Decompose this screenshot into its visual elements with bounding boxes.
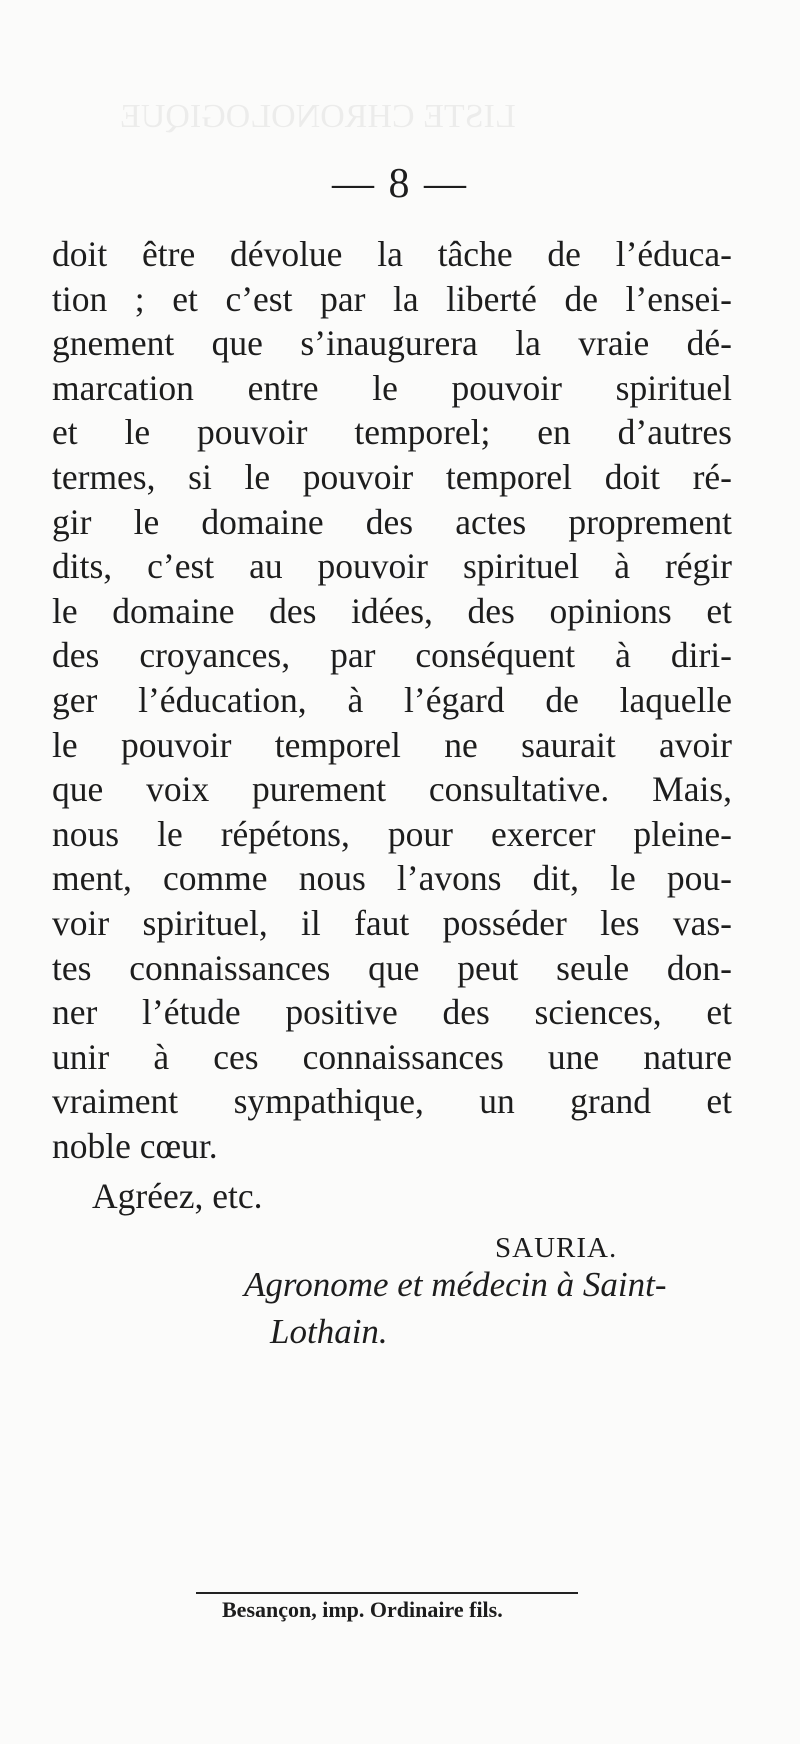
text-line: le domaine des idées, des opinions et: [52, 590, 732, 631]
signature-title-continued: Lothain.: [270, 1312, 388, 1351]
text-line: tion ; et c’est par la liberté de l’ensei-: [52, 278, 732, 319]
printer-imprint: Besançon, imp. Ordinaire fils.: [222, 1597, 503, 1622]
text-line: ner l’étude positive des sciences, et: [52, 992, 732, 1033]
bleed-through-texture: LISTE CHRONOLOGIQUE: [120, 98, 516, 135]
closing-salutation: Agréez, etc.: [92, 1176, 263, 1216]
text-line: le pouvoir temporel ne saurait avoir: [52, 724, 732, 765]
imprint-divider: [196, 1592, 578, 1594]
text-line: des croyances, par conséquent à diri-: [52, 635, 732, 676]
text-line: termes, si le pouvoir temporel doit ré-: [52, 456, 732, 497]
text-line: et le pouvoir temporel; en d’autres: [52, 412, 732, 453]
text-line: unir à ces connaissances une nature: [52, 1036, 732, 1077]
body-paragraph: [52, 232, 732, 1168]
text-line: tes connaissances que peut seule don-: [52, 947, 732, 988]
text-line: noble cœur.: [52, 1125, 218, 1166]
text-line: ment, comme nous l’avons dit, le pou-: [52, 858, 732, 899]
text-line: gir le domaine des actes proprement: [52, 501, 732, 542]
signature-title: Agronome et médecin à Saint-: [244, 1265, 667, 1304]
text-line: ger l’éducation, à l’égard de laquelle: [52, 679, 732, 720]
text-line: que voix purement consultative. Mais,: [52, 769, 732, 810]
text-line: doit être dévolue la tâche de l’éduca-: [52, 234, 732, 274]
text-line: voir spirituel, il faut posséder les vas-: [52, 902, 732, 943]
text-line: vraiment sympathique, un grand et: [52, 1081, 732, 1122]
page-number: — 8 —: [332, 161, 468, 207]
text-line: nous le répétons, pour exercer pleine-: [52, 813, 732, 854]
signature-name: SAURIA.: [495, 1232, 618, 1264]
text-line: dits, c’est au pouvoir spirituel à régir: [52, 546, 732, 587]
text-line: marcation entre le pouvoir spirituel: [52, 367, 732, 408]
text-line: gnement que s’inaugurera la vraie dé-: [52, 323, 732, 364]
